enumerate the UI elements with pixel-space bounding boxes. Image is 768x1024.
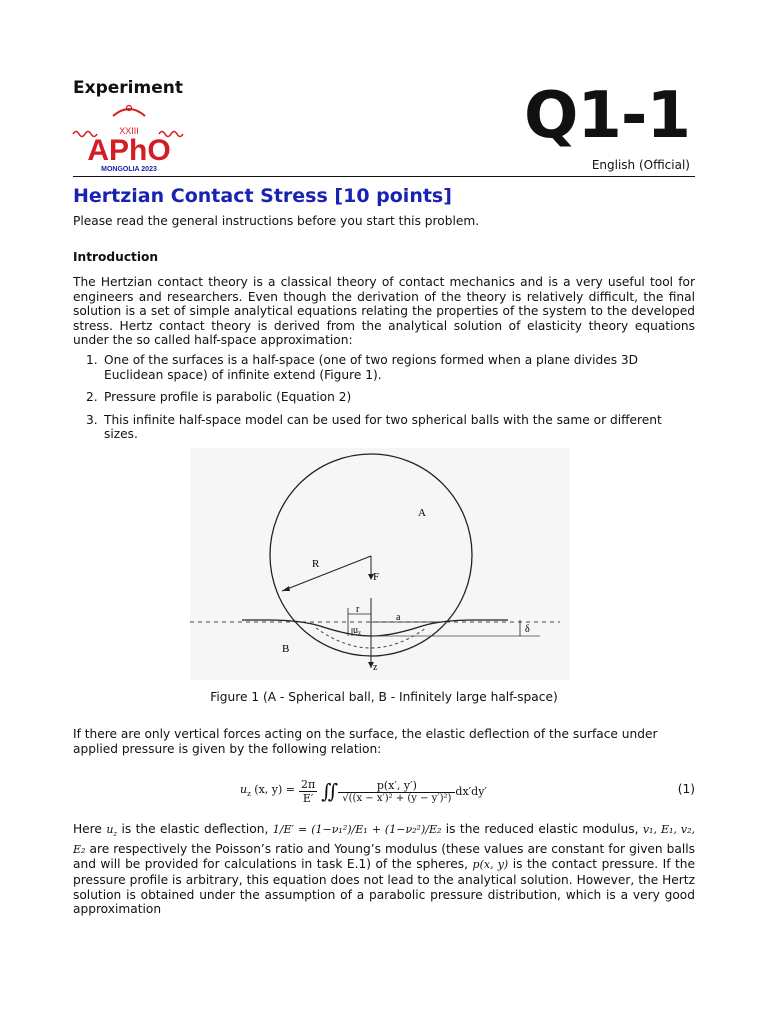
label-b: B: [282, 643, 290, 655]
reduced-modulus-formula: 1/E′ = (1−ν₁²)/E₁ + (1−ν₂²)/E₂: [272, 823, 442, 836]
label-contact-radius: a: [396, 612, 401, 623]
equation-coefficient: $\frac{2\pi}{E'}$: [301, 777, 316, 805]
deflection-equation: [240, 771, 540, 811]
header-divider: [73, 176, 695, 177]
equation-fraction: p(x′, y′) √((x − x′)² + (y − y′)²): [342, 779, 451, 804]
equation-lhs: $u_z$ (x, y) =: [240, 783, 296, 799]
list-item: [86, 390, 695, 405]
list-item: [86, 413, 695, 442]
assumption-list: [86, 353, 695, 450]
introduction-paragraph: The Hertzian contact theory is a classical theory of contact mechanics and is a very useful tool for engineers and researchers. Even though the derivation of the theory is relatively difficult, the final solution is a set of simple analytical equations relating the properties of the system to the developed stress. Hertz contact theory is derived from the analytical solution of elasticity theory equations under the so called half-space approximation:: [73, 275, 695, 348]
label-r: r: [356, 604, 360, 615]
list-number: 3.: [86, 412, 98, 427]
label-r-radius: R: [312, 558, 320, 570]
list-text: Pressure profile is parabolic (Equation 2): [104, 390, 352, 405]
explanation-paragraph: Here $u_z$ is the elastic deflection, 1/E′ = (1−ν₁²)/E₁ + (1−ν₂²)/E₂ is the reduced elastic modulus, v₁, E₁, v₂, E₂ are respectively the Poisson’s ratio and Young’s modulus (these values are constant for given balls and will be provided for calculations in task E.1) of the spheres, p(x, y) is the contact pressure. If the pressure profile is arbitrary, this equation does not lead to the analytical solution. However, the Hertz solution is obtained under the assumption of a parabolic pressure distribution, which is a very good approximation: [73, 822, 696, 917]
question-number: Q1-1: [523, 79, 690, 153]
equation-differential: dx′dy′: [455, 784, 487, 798]
logo-subtitle: MONGOLIA 2023: [101, 166, 157, 173]
list-number: 2.: [86, 390, 98, 405]
label-a: A: [418, 507, 426, 519]
instructions-text: Please read the general instructions before you start this problem.: [73, 214, 480, 228]
section-label: Experiment: [73, 78, 183, 98]
label-uz: $u_z$: [353, 625, 362, 637]
deflection-paragraph: If there are only vertical forces acting on the surface, the elastic deflection of the surface under applied pressure is given by the following relation:: [73, 727, 658, 756]
apho-logo: [71, 104, 187, 174]
contact-diagram: [190, 448, 570, 680]
label-force: F: [373, 571, 380, 583]
page-title: Hertzian Contact Stress [10 points]: [73, 185, 452, 207]
list-item: [86, 353, 695, 382]
equation-integral: ∬: [321, 779, 339, 803]
list-text: One of the surfaces is a half-space (one of two regions formed when a plane divides 3D Euclidean space) of infinite extend (Figure 1).: [104, 353, 639, 382]
figure-caption: Figure 1 (A - Spherical ball, B - Infinitely large half-space): [210, 690, 558, 704]
logo-text: APhO: [87, 134, 171, 167]
language-label: English (Official): [591, 158, 690, 172]
list-number: 1.: [86, 353, 98, 367]
introduction-heading: Introduction: [73, 250, 159, 264]
equation-number: (1): [677, 782, 695, 796]
label-z: z: [373, 662, 378, 673]
list-text: This infinite half-space model can be used for two spherical balls with the same or different sizes.: [104, 412, 662, 442]
logo-numeral: XXIII: [119, 126, 139, 136]
label-delta: δ: [525, 624, 530, 635]
